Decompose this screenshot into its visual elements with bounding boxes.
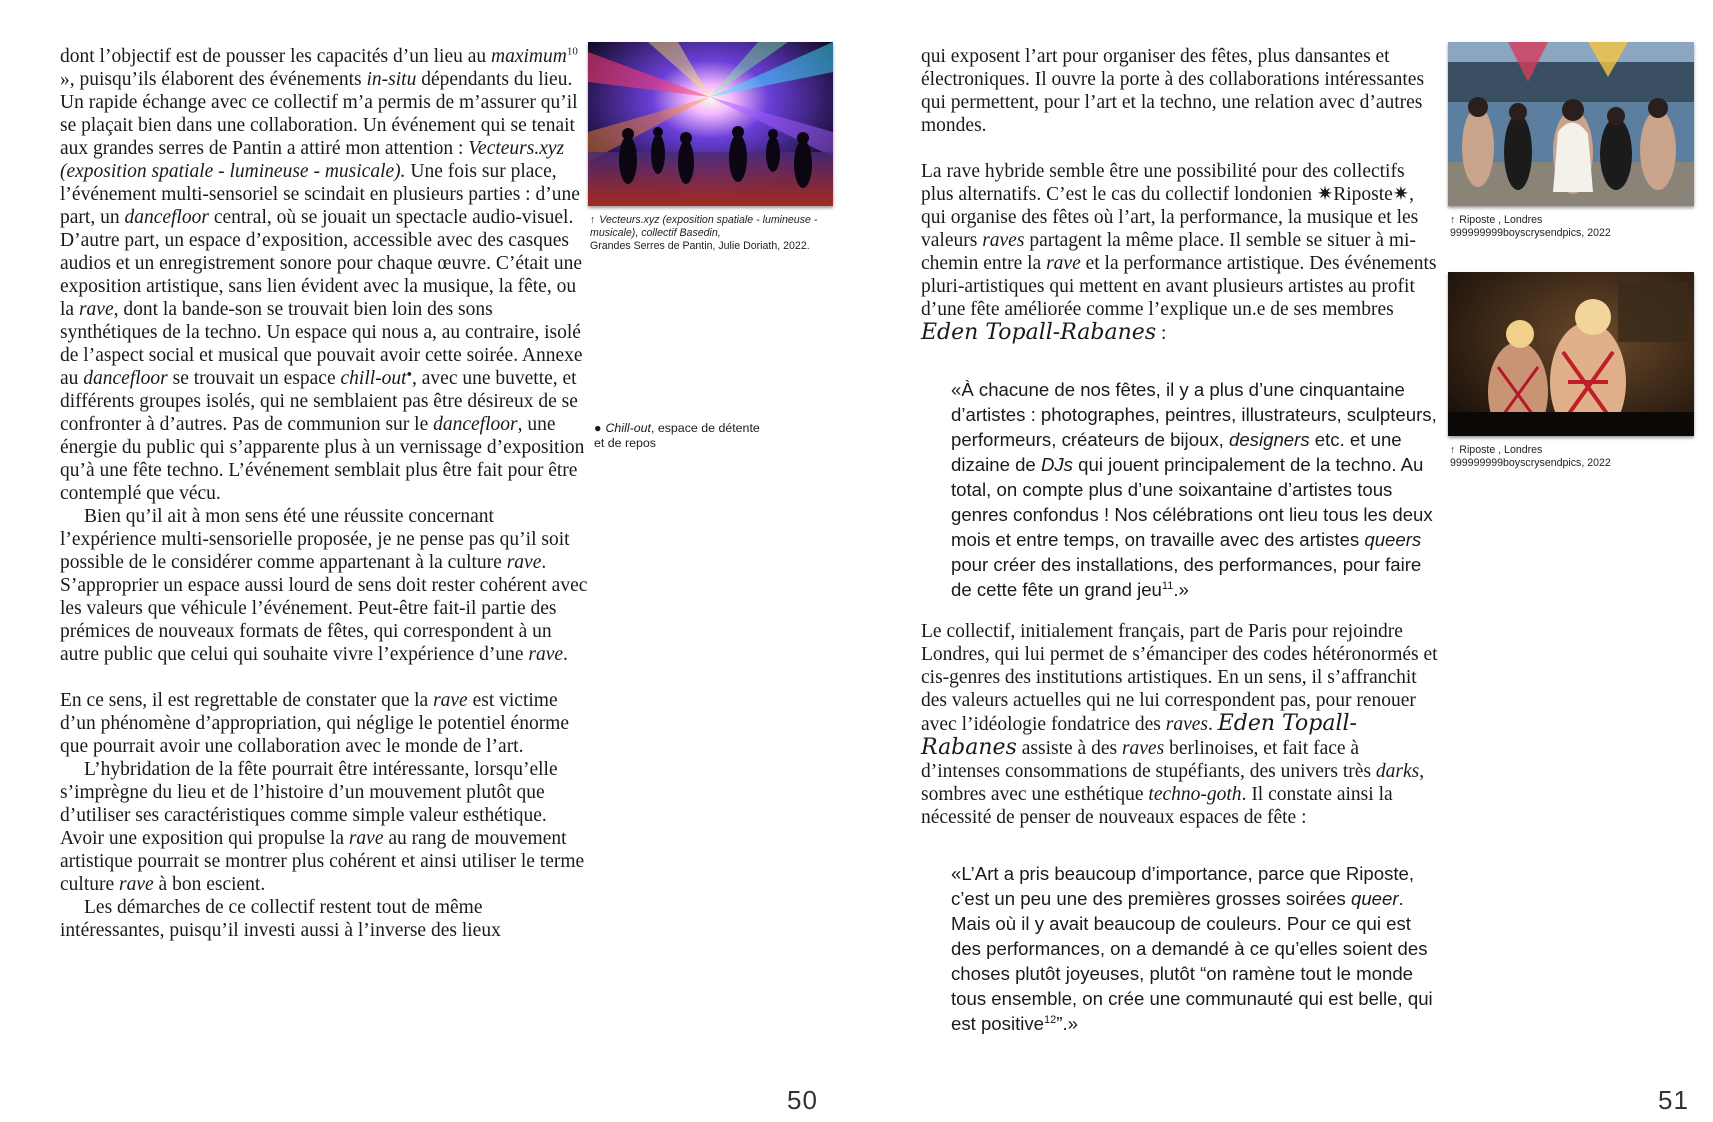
left-paragraph-3: En ce sens, il est regrettable de constater que la rave est victime d’un phénomène d’appropriation, qui néglige le potentiel énorme que pourrait avoir une collaboration avec le monde de l’art.: [60, 690, 570, 757]
arrow-up-icon: ↑: [590, 214, 596, 226]
right-paragraph-1: qui exposent l’art pour organiser des fêtes, plus dansantes et électroniques. Il ouvre la porte à des collaborations intéressantes qui permettent, pour l’art et la techno, une relation avec d’autres mondes.: [921, 46, 1425, 136]
right-body-text-top: [921, 45, 1441, 345]
right-paragraph-2: La rave hybride semble être une possibilité pour des collectifs plus alternatifs. C’est le cas du collectif londonien ✷Riposte✷, qui organise des fêtes où l’art, la performance, la musique et les valeurs raves partagent la même place. Il semble se situer à mi-chemin entre la rave et la performance artistique. Des événements pluri-artistiques qui mettent en avant plusieurs artistes au profit d’une fête améliorée comme l’explique un.e de ses membres Eden Topall-Rabanes :: [921, 161, 1437, 345]
vecteurs-photo-caption: ↑ Vecteurs.xyz (exposition spatiale - lumineuse - musicale), collectif Basedin, Grandes Serres de Pantin, Julie Doriath, 2022.: [590, 214, 818, 252]
riposte-photo-1: [1448, 42, 1694, 206]
member-name: Eden Topall-Rabanes: [921, 320, 1157, 345]
riposte-name: ✷Riposte✷: [1316, 184, 1410, 205]
footnote-ref-10: 10: [566, 45, 578, 58]
quote-1: «À chacune de nos fêtes, il y a plus d’une cinquantaine d’artistes : photographes, peintres, illustrateurs, sculpteurs, performeurs, créateurs de bijoux, designers etc. et une dizaine de DJs qui jouent principalement de la techno. Au total, on compte plus d’une soixantaine d’artistes tous genres confondus ! Nos célébrations ont lieu tous les deux mois et entre temps, on travaille avec des artistes queers pour créer des installations, des performances, pour faire de cette fête un grand jeu$^{11}$.»: [951, 379, 1437, 600]
quote-2: «L’Art a pris beaucoup d’importance, parce que Riposte, c’est un peu une des premières grosses soirées queer. Mais où il y avait beaucoup de couleurs. Pour ce qui est des performances, on a demandé à ce qu’elles soient des choses plutôt joyeuses, plutôt “on ramène tout le monde tous ensemble, on crée une communauté qui est belle, qui est positive$^{12}$”.»: [951, 863, 1433, 1034]
page-number-right: 51: [1658, 1085, 1689, 1115]
bullet-icon: ●: [594, 421, 602, 435]
left-paragraph-2: Bien qu’il ait à mon sens été une réussite concernant l’expérience multi-sensorielle proposée, je ne pense pas qu’il soit possible de le considérer comme appartenant à la culture rave. S’approprier un espace aussi lourd de sens doit rester cohérent avec les valeurs que véhicule l’événement. Peut-être fait-il partie des prémices de nouveaux formats de fêtes, qui correspondent à un autre public que celui qui souhaite vivre l’expérience d’une rave.: [60, 506, 588, 665]
page-number-left: 50: [787, 1085, 818, 1115]
chill-out-side-note: ● Chill-out, espace de détente et de repos: [594, 421, 760, 450]
arrow-up-icon: ↑: [1450, 444, 1456, 456]
arrow-up-icon: ↑: [1450, 214, 1456, 226]
right-body-text-bottom: [921, 620, 1441, 829]
riposte-photo-2-caption: ↑ Riposte , Londres 999999999boyscrysendpics, 2022: [1450, 444, 1611, 469]
left-body-text: [60, 45, 590, 942]
right-page: [856, 0, 1713, 1122]
left-paragraph-1: dont l’objectif est de pousser les capacités d’un lieu au maximum$^{10}$ », puisqu’ils élaborent des événements in-situ dépendants du lieu. Un rapide échange avec ce collectif m’a permis de m’assurer qu’il se plaçait bien dans une collaboration. Un événement qui se tenait aux grandes serres de Pantin a attiré mon attention : Vecteurs.xyz (exposition spatiale - lumineuse - musicale). Une fois sur place, l’événement multi-sensoriel se scindait en plusieurs parties : d’une part, un dancefloor central, où se jouait un spectacle audio-visuel. D’autre part, un espace d’exposition, accessible avec des casques audios et un enregistrement sonore pour chaque œuvre. C’était une exposition artistique, sans lien évident avec la musique, la fête, ou la rave, dont la bande-son se trouvait bien loin des sons synthétiques de la techno. Un espace qui nous a, au contraire, isolé de l’aspect social et musical que pouvait avoir cette soirée. Annexe au dancefloor se trouvait un espace chill-out●, avec une buvette, et différents groupes isolés, qui ne semblaient pas être désireux de se confronter à d’autres. Pas de communion sur le dancefloor, une énergie du public qui s’apparente plus à un vernissage d’exposition qu’à une fête techno. L’événement semblait plus être fait pour être contemplé que vécu.: [60, 45, 585, 504]
member-name: Eden Topall-Rabanes: [921, 711, 1357, 760]
riposte-photo-2: [1448, 272, 1694, 436]
footnote-ref-12: 12: [1044, 1013, 1057, 1026]
side-note-marker: ●: [406, 368, 413, 379]
left-paragraph-5: Les démarches de ce collectif restent tout de même intéressantes, puisqu’il investi aussi à l’inverse des lieux: [60, 897, 501, 941]
left-page: [0, 0, 856, 1122]
vecteurs-photo: [588, 42, 833, 206]
footnote-ref-11: 11: [1161, 579, 1174, 592]
left-paragraph-4: L’hybridation de la fête pourrait être intéressante, lorsqu’elle s’imprègne du lieu et de l’histoire d’un mouvement plutôt que d’utiliser ses caractéristiques comme simple valeur esthétique. Avoir une exposition qui propulse la rave au rang de mouvement artistique pourrait se montrer plus cohérent et ainsi utiliser le terme culture rave à bon escient.: [60, 759, 585, 895]
right-paragraph-3: Le collectif, initialement français, part de Paris pour rejoindre Londres, qui lui permet de s’émanciper des codes hétéronormés et cis-genres des institutions artistiques. En un sens, il s’affranchit des valeurs actuelles qui ne lui correspondent pas, pour renouer avec l’idéologie fondatrice des raves. Eden Topall-Rabanes assiste à des raves berlinoises, et fait face à d’intenses consommations de stupéfiants, des univers très darks, sombres avec une esthétique techno-goth. Il constate ainsi la nécessité de penser de nouveaux espaces de fête :: [921, 621, 1438, 828]
riposte-photo-1-caption: ↑ Riposte , Londres 999999999boyscrysendpics, 2022: [1450, 214, 1611, 239]
